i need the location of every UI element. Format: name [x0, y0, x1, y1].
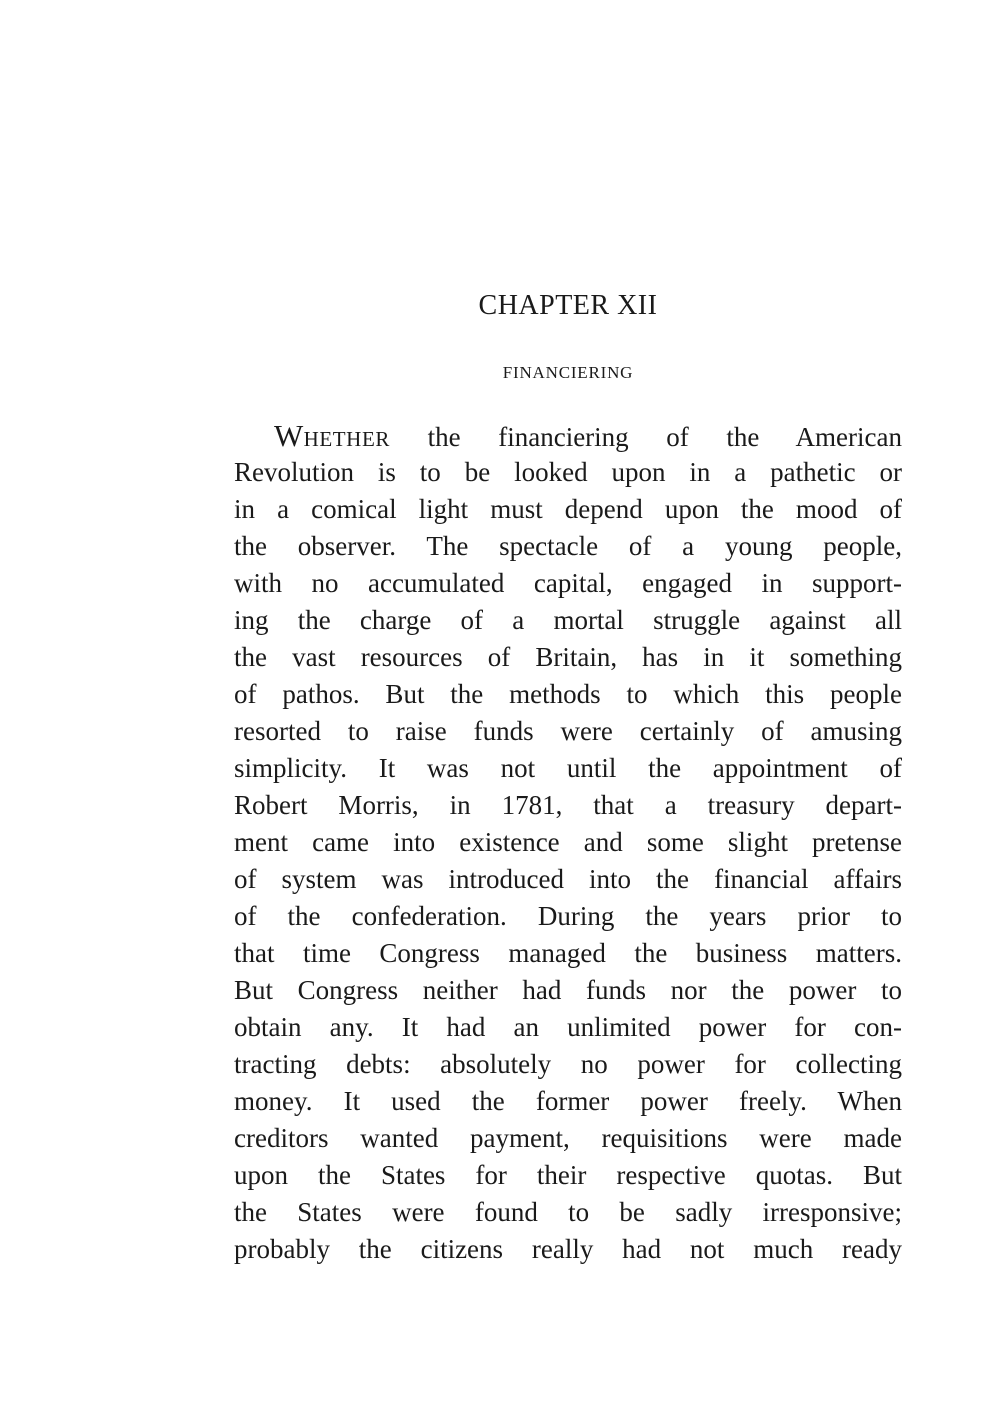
text-line: ment came into existence and some slight pretense: [234, 827, 902, 857]
text-line: upon the States for their respective quotas. But: [234, 1160, 902, 1190]
text-line: obtain any. It had an unlimited power for con-: [234, 1012, 902, 1042]
body-paragraph: [234, 417, 902, 1268]
text-line: simplicity. It was not until the appointment of: [234, 753, 902, 783]
text-line: tracting debts: absolutely no power for collecting: [234, 1049, 902, 1079]
text-line: the States were found to be sadly irresponsive;: [234, 1197, 902, 1227]
text-line: Robert Morris, in 1781, that a treasury depart-: [234, 790, 902, 820]
lead-small-caps: HETHER: [303, 427, 390, 451]
text-line: money. It used the former power freely. When: [234, 1086, 902, 1116]
text-line: the observer. The spectacle of a young people,: [234, 531, 902, 561]
text-line: But Congress neither had funds nor the power to: [234, 975, 902, 1005]
text-line: of pathos. But the methods to which this people: [234, 679, 902, 709]
text-line: with no accumulated capital, engaged in support-: [234, 568, 902, 598]
text-line: in a comical light must depend upon the mood of: [234, 494, 902, 524]
lead-capital: W: [274, 418, 304, 453]
text-line: of the confederation. During the years prior to: [234, 901, 902, 931]
text-line: Revolution is to be looked upon in a pathetic or: [234, 457, 902, 487]
chapter-title: CHAPTER XII: [478, 290, 658, 321]
text-line: of system was introduced into the financial affairs: [234, 864, 902, 894]
lead-word: [274, 418, 390, 453]
text-line: creditors wanted payment, requisitions were made: [234, 1123, 902, 1153]
first-line: [234, 417, 902, 454]
text-line: the vast resources of Britain, has in it something: [234, 642, 902, 672]
chapter-subtitle: FINANCIERING: [502, 363, 634, 382]
first-line-text: the financiering of the American: [389, 422, 902, 452]
text-line: that time Congress managed the business matters.: [234, 938, 902, 968]
text-line: probably the citizens really had not much ready: [234, 1234, 902, 1264]
text-line: ing the charge of a mortal struggle against all: [234, 605, 902, 635]
text-line: resorted to raise funds were certainly of amusing: [234, 716, 902, 746]
